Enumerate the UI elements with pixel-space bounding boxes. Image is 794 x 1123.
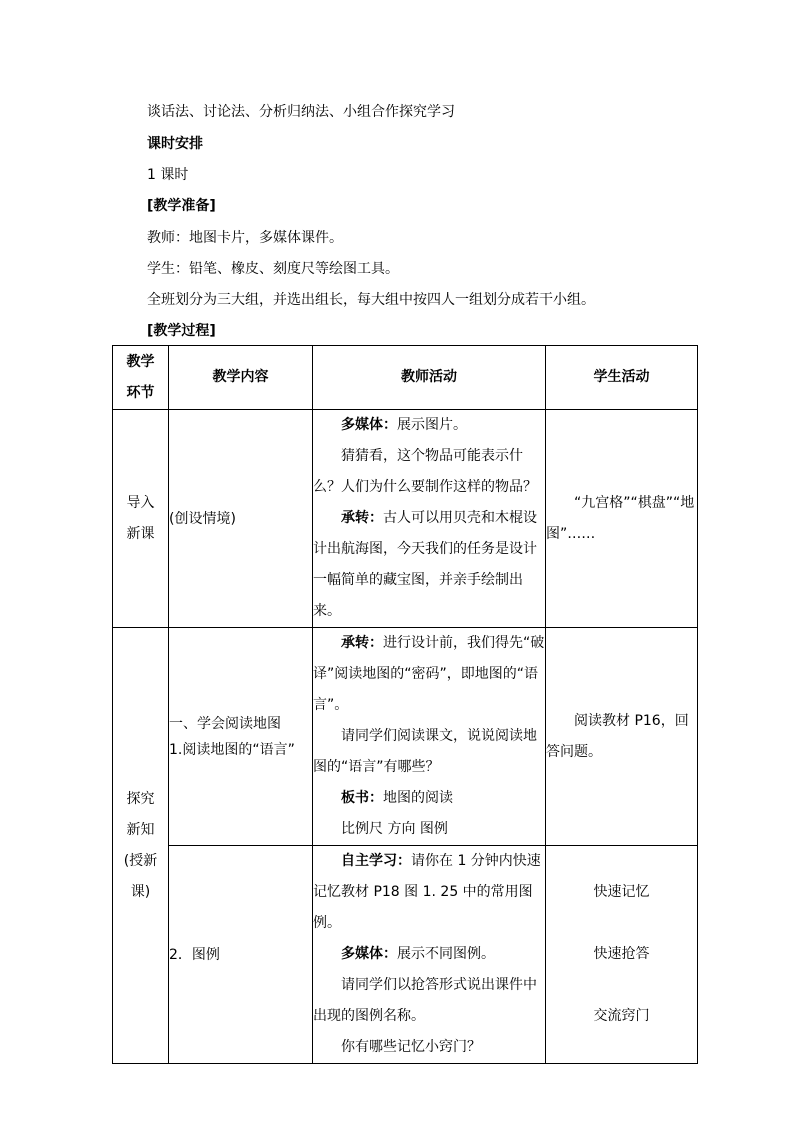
activity-text: 请同学们阅读课文，说说阅读地图的“语言”有哪些？ [313, 728, 537, 775]
teacher-paragraph [313, 814, 545, 845]
teacher-paragraph [313, 441, 545, 503]
activity-text: 你有哪些记忆小窍门？ [341, 1039, 481, 1055]
activity-text: 展示不同图例。 [397, 946, 495, 962]
spacer [546, 970, 697, 1001]
teacher-paragraph [313, 970, 545, 1032]
content-text: 一、学会阅读地图 [169, 715, 281, 732]
header-stage-line2: 环节 [126, 384, 155, 401]
student-text: 快速记忆 [593, 884, 650, 900]
schedule-heading: 课时安排 [147, 136, 203, 152]
activity-text: 请同学们以抢答形式说出课件中出现的图例名称。 [313, 977, 537, 1024]
teacher-preparation: 教师：地图卡片，多媒体课件。 [147, 230, 343, 246]
teacher-paragraph [313, 1032, 545, 1063]
teacher-paragraph [313, 721, 545, 783]
header-stage [113, 346, 169, 410]
content-cell-legend [169, 846, 313, 1064]
student-activity-legend [546, 846, 698, 1064]
student-activity-intro [546, 410, 698, 628]
content-cell-map-language [169, 628, 313, 846]
header-stage-line1: 教学 [126, 353, 155, 370]
activity-text: 进行设计前，我们得先“破译”阅读地图的“密码”，即地图的“语言”。 [313, 635, 545, 713]
activity-text: 请你在 1 分钟内快速记忆教材 P18 图 1. 25 中的常用图例。 [313, 853, 541, 931]
teacher-paragraph [313, 846, 545, 939]
process-heading: [教学过程] [147, 323, 216, 339]
table-row [113, 846, 698, 1064]
content-text: 2．图例 [169, 946, 220, 963]
activity-label: 自主学习： [341, 853, 411, 869]
preparation-heading: [教学准备] [147, 198, 216, 214]
student-text: 交流窍门 [593, 1008, 650, 1024]
activity-text: 猜猜看，这个物品可能表示什么？人们为什么要制作这样的物品？ [313, 448, 537, 495]
stage-cell-explore [113, 628, 169, 1064]
activity-label: 承转： [341, 635, 383, 651]
student-preparation: 学生：铅笔、橡皮、刻度尺等绘图工具。 [147, 261, 399, 277]
grouping-text: 全班划分为三大组，并选出组长，每大组中按四人一组划分成若干小组。 [147, 292, 595, 308]
content-text: 1.阅读地图的“语言” [169, 741, 295, 758]
teaching-process-table [112, 345, 698, 1064]
stage-line: (授新 [123, 852, 158, 869]
content-text: (创设情境) [169, 510, 236, 527]
stage-line: 探究 [126, 790, 155, 807]
teacher-activity-intro [313, 410, 546, 628]
teacher-paragraph [313, 628, 545, 721]
student-text: “九宫格”“棋盘”“地图”…… [546, 494, 695, 542]
schedule-value: 1 课时 [147, 167, 189, 183]
teacher-activity-map-language [313, 628, 546, 846]
activity-text: 古人可以用贝壳和木棍设计出航海图，今天我们的任务是设计一幅简单的藏宝图，并亲手绘制出来。 [313, 510, 537, 619]
table-row [113, 410, 698, 628]
teaching-methods-text: 谈话法、讨论法、分析归纳法、小组合作探究学习 [147, 104, 455, 120]
stage-line: 课) [130, 883, 151, 900]
activity-label: 板书： [341, 790, 383, 806]
activity-text: 地图的阅读 [383, 790, 453, 806]
header-teacher-activity: 教师活动 [313, 346, 546, 410]
activity-label: 承转： [341, 510, 383, 526]
stage-line: 新课 [126, 525, 155, 542]
spacer [546, 908, 697, 939]
teacher-paragraph [313, 410, 545, 441]
teacher-paragraph [313, 783, 545, 814]
teacher-activity-legend [313, 846, 546, 1064]
teacher-paragraph [313, 939, 545, 970]
student-text: 阅读教材 P16，回答问题。 [546, 712, 689, 760]
table-header-row [113, 346, 698, 410]
activity-label: 多媒体： [341, 946, 397, 962]
stage-line: 新知 [126, 821, 155, 838]
activity-text: 展示图片。 [397, 417, 467, 433]
student-activity-map-language [546, 628, 698, 846]
header-student-activity: 学生活动 [546, 346, 698, 410]
content-cell-intro [169, 410, 313, 628]
table-row [113, 628, 698, 846]
header-content: 教学内容 [169, 346, 313, 410]
stage-line: 导入 [126, 494, 155, 511]
stage-cell-intro [113, 410, 169, 628]
teacher-paragraph [313, 503, 545, 627]
student-text: 快速抢答 [593, 946, 650, 962]
activity-label: 多媒体： [341, 417, 397, 433]
activity-text: 比例尺 方向 图例 [341, 821, 448, 837]
